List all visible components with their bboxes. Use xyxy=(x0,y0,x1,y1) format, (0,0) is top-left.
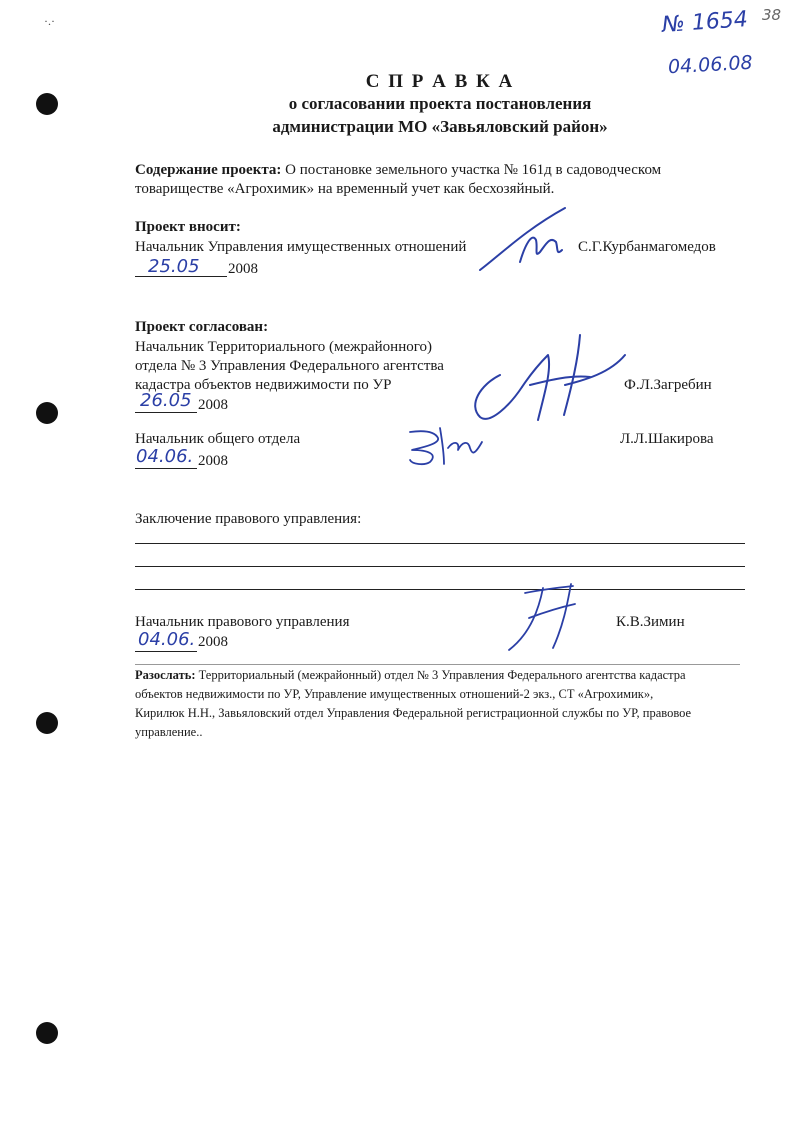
distribution-line1-row xyxy=(135,667,747,684)
legal-date-line xyxy=(135,651,197,652)
approval-position-line2: отдела № 3 Управления Федерального агентства xyxy=(135,358,444,374)
approval-date2-line xyxy=(135,468,197,469)
punch-hole-3 xyxy=(36,712,58,734)
approval-date2-handwritten: 04.06. xyxy=(136,446,194,467)
content-text-line1: О постановке земельного участка № 161д в садоводческом xyxy=(285,162,662,178)
approval-label: Проект согласован: xyxy=(135,319,269,335)
submitter-signature xyxy=(470,200,590,280)
registration-date: 04.06.08 xyxy=(667,51,754,79)
scan-dots: ·.· xyxy=(44,14,55,28)
legal-date-handwritten: 04.06. xyxy=(138,629,196,650)
punch-hole-2 xyxy=(36,402,58,424)
approval-signature xyxy=(460,325,635,435)
submitter-year: 2008 xyxy=(228,261,258,277)
approval-year: 2008 xyxy=(198,397,228,413)
submitter-position: Начальник Управления имущественных отношений xyxy=(135,239,467,255)
approval-name: Ф.Л.Загребин xyxy=(624,377,712,393)
content-line1 xyxy=(135,161,747,180)
distribution-line3: Кирилюк Н.Н., Завьяловский отдел Управления Федеральной регистрационной службы по УР, правовое xyxy=(135,706,692,720)
submitter-label: Проект вносит: xyxy=(135,219,241,235)
registration-number: № 1654 xyxy=(661,7,749,38)
document-subtitle-line1: о согласовании проекта постановления xyxy=(288,94,592,113)
document-title: С П Р А В К А xyxy=(365,71,515,92)
approval-position-line1: Начальник Территориального (межрайонного) xyxy=(135,339,432,355)
legal-rule-3 xyxy=(135,589,745,590)
approval-position2: Начальник общего отдела xyxy=(135,431,301,447)
punch-hole-4 xyxy=(36,1022,58,1044)
distribution-line1: Территориальный (межрайонный) отдел № 3 Управления Федерального агентства кадастра xyxy=(198,668,686,682)
legal-signature xyxy=(495,578,595,658)
approval-signature2 xyxy=(400,420,510,470)
legal-name: К.В.Зимин xyxy=(616,614,685,630)
distribution-label: Разослать: xyxy=(135,668,196,682)
content-label: Содержание проекта: xyxy=(135,162,282,178)
distribution-line2: объектов недвижимости по УР, Управление имущественных отношений-2 экз., СТ «Агрохимик», xyxy=(135,687,654,701)
document-subtitle-line2: администрации МО «Завьяловский район» xyxy=(272,117,608,136)
legal-rule-2 xyxy=(135,566,745,567)
approval-date-handwritten: 26.05 xyxy=(140,390,192,411)
legal-label: Заключение правового управления: xyxy=(135,511,362,527)
content-text-line2: товариществе «Агрохимик» на временный учет как бесхозяйный. xyxy=(135,181,555,197)
approval-year2: 2008 xyxy=(198,453,228,469)
submitter-date-handwritten: 25.05 xyxy=(148,256,200,277)
distribution-top-rule xyxy=(135,664,740,665)
sheet-number: 38 xyxy=(762,6,782,24)
submitter-name: С.Г.Курбанмагомедов xyxy=(578,239,716,255)
legal-position: Начальник правового управления xyxy=(135,614,350,630)
legal-year: 2008 xyxy=(198,634,228,650)
distribution-line4: управление.. xyxy=(135,725,203,739)
approval-name2: Л.Л.Шакирова xyxy=(620,431,714,447)
approval-date-line xyxy=(135,412,197,413)
legal-rule-1 xyxy=(135,543,745,544)
approval-position-line3: кадастра объектов недвижимости по УР xyxy=(135,377,392,393)
